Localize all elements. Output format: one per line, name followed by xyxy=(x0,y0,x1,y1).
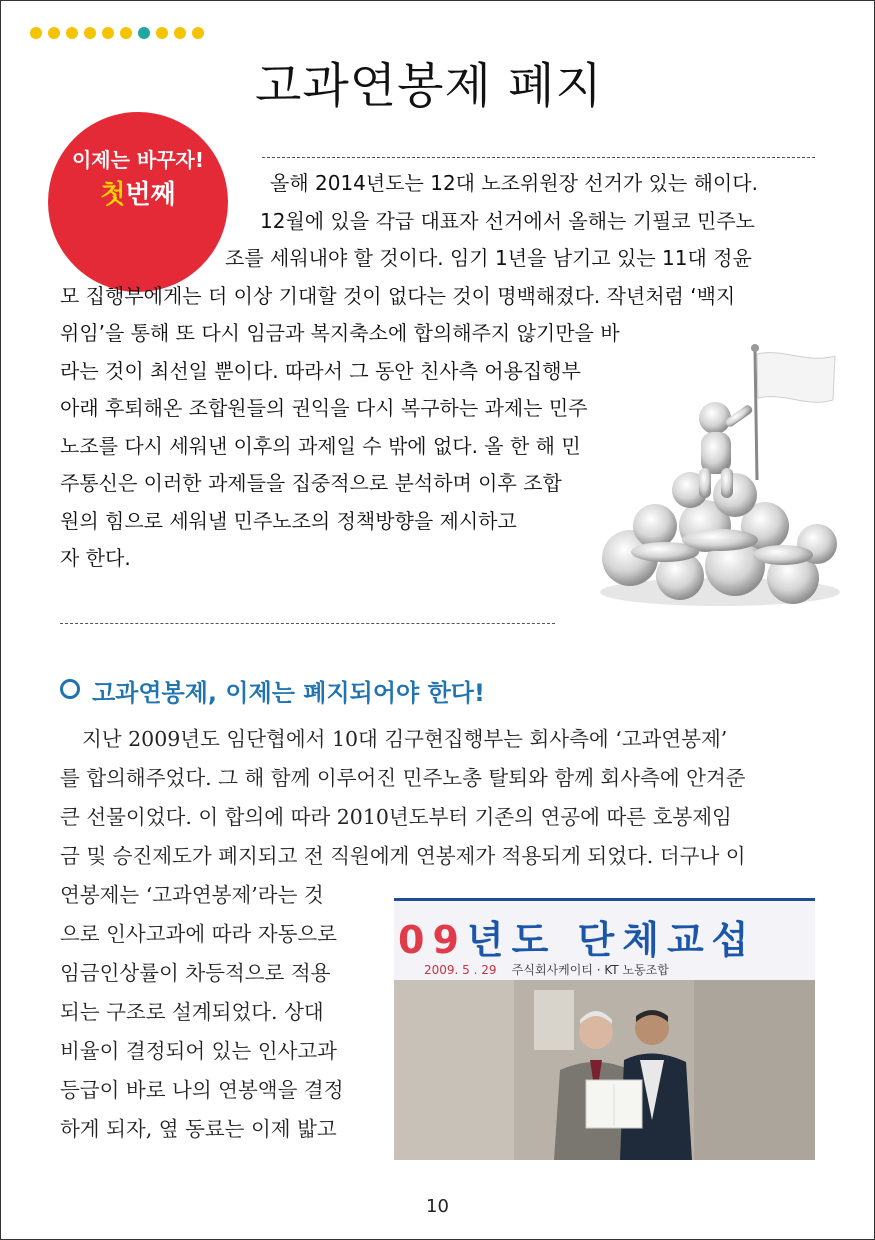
body-line: 으로 인사고과에 따라 자동으로 xyxy=(60,922,337,946)
photo-scene xyxy=(394,980,815,1160)
body-line: 되는 구조로 설계되었다. 상대 xyxy=(60,1000,324,1024)
intro-line: 위임’을 통해 또 다시 임금과 복지축소에 합의해주지 않기만을 바 xyxy=(60,321,620,345)
banner-date: 2009. 5 . 29 xyxy=(424,963,497,977)
dot-icon xyxy=(102,27,114,39)
intro-line: 라는 것이 최선일 뿐이다. 따라서 그 동안 친사측 어용집행부 xyxy=(60,358,581,383)
body-line: 큰 선물이었다. 이 합의에 따라 2010년도부터 기존의 연공에 따른 호봉제임 xyxy=(60,805,732,829)
dot-icon xyxy=(30,27,42,39)
badge-first-char: 첫 xyxy=(100,180,126,210)
signing-photo xyxy=(394,898,815,1160)
body-line: 임금인상률이 차등적으로 적용 xyxy=(60,961,331,985)
body-line: 비율이 결정되어 있는 인사고과 xyxy=(60,1039,337,1063)
dot-icon xyxy=(138,27,150,39)
banner-text: 년도 단체교섭 xyxy=(466,918,757,962)
intro-line: 주통신은 이러한 과제들을 집중적으로 분석하며 이후 조합 xyxy=(60,471,562,495)
bottom-divider xyxy=(60,623,555,624)
dot-icon xyxy=(156,27,168,39)
badge-line1: 이제는 바꾸자! xyxy=(71,148,204,172)
intro-line: 노조를 다시 세워낸 이후의 과제일 수 밖에 없다. 올 한 해 민 xyxy=(60,433,581,458)
body-line: 등급이 바로 나의 연봉액을 결정 xyxy=(60,1078,344,1102)
photo-banner xyxy=(394,898,815,986)
top-divider xyxy=(262,157,815,158)
intro-line: 자 한다. xyxy=(60,546,131,570)
dot-icon xyxy=(174,27,186,39)
dot-icon xyxy=(84,27,96,39)
section-heading xyxy=(60,676,485,710)
intro-line: 12월에 있을 각급 대표자 선거에서 올해는 기필코 민주노 xyxy=(260,208,755,233)
intro-line: 원의 힘으로 세워낼 민주노조의 정책방향을 제시하고 xyxy=(60,508,517,533)
body-line: 하게 되자, 옆 동료는 이제 밟고 xyxy=(60,1117,337,1141)
intro-line: 아래 후퇴해온 조합원들의 권익을 다시 복구하는 과제는 민주 xyxy=(60,396,588,420)
banner-subline xyxy=(424,961,669,978)
banner-title xyxy=(398,909,756,964)
dot-icon xyxy=(120,27,132,39)
page-title: 고과연봉제 폐지 xyxy=(255,58,603,114)
body-line: 를 합의해주었다. 그 해 함께 이루어진 민주노총 탈퇴와 함께 회사측에 안겨준 xyxy=(60,766,746,790)
intro-line: 모 집행부에게는 더 이상 기대할 것이 없다는 것이 명백해졌다. 작년처럼 ‘백지 xyxy=(60,283,736,308)
dot-icon xyxy=(66,27,78,39)
banner-number: 09 xyxy=(398,918,467,962)
section-heading-text: 고과연봉제, 이제는 폐지되어야 한다! xyxy=(92,679,485,707)
badge-rest: 번째 xyxy=(125,180,176,210)
intro-line: 조를 세워내야 할 것이다. 임기 1년을 남기고 있는 11대 정윤 xyxy=(225,246,752,270)
dot-icon xyxy=(192,27,204,39)
body-line: 지난 2009년도 임단협에서 10대 김구현집행부는 회사측에 ‘고과연봉제’ xyxy=(82,727,728,751)
page-number: 10 xyxy=(426,1196,449,1217)
decorative-dots xyxy=(30,27,204,39)
banner-org: 주식회사케이티 · KT 노동조합 xyxy=(511,963,669,977)
flag-figure-illustration xyxy=(595,330,845,620)
intro-line: 올해 2014년도는 12대 노조위원장 선거가 있는 해이다. xyxy=(270,171,758,195)
bullet-ring-icon xyxy=(60,679,80,699)
body-line: 연봉제는 ‘고과연봉제’라는 것 xyxy=(60,883,324,907)
dot-icon xyxy=(48,27,60,39)
body-line: 금 및 승진제도가 폐지되고 전 직원에게 연봉제가 적용되게 되었다. 더구나 이 xyxy=(60,844,746,868)
